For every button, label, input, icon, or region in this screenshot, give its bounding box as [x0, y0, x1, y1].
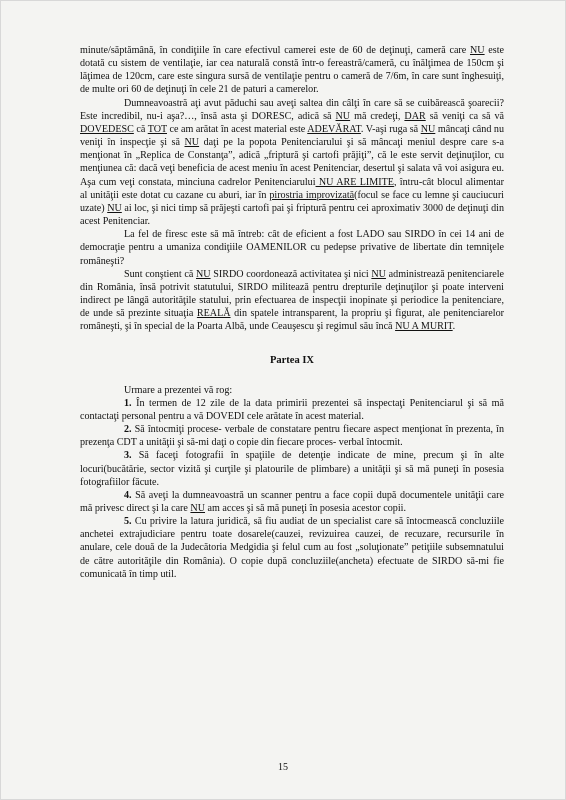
underlined-text: NU A MURIT — [395, 321, 453, 333]
underlined-text: DOVEDESC — [80, 123, 134, 135]
underlined-text: TOT — [147, 123, 167, 135]
text-run: În termen de 12 zile de la data primirii prezentei să inspectaţi Penitenciarul şi să mă contactaţi personal pentru a vă DOVEDI cele arătate în acest material. — [80, 397, 504, 422]
text-run: ai loc, şi nici timp să prăjeşti cartofi pai şi friptură pentru cei aproximativ 3000 de deţinuţi din acest Penitenciar. — [80, 202, 504, 228]
text-run: Să întocmiţi procese- verbale de constatare pentru fiecare aspect menţionat în prezenta, în prezenţa CDT a unităţii şi să-mi daţi o copie din fiecare proces- verbal întocmit. — [80, 424, 504, 449]
text-run: să veniţi ca să vă — [425, 110, 504, 122]
underlined-text: NU ARE LIMITE — [315, 176, 394, 188]
underlined-text: NU — [335, 110, 351, 122]
section-heading: Partea IX — [269, 355, 315, 367]
underlined-text: NU — [184, 137, 200, 149]
text-run: ce am arătat în acest material este — [166, 123, 308, 135]
text-run: Sunt conştient că — [124, 268, 196, 280]
underlined-text: NU — [470, 45, 485, 56]
underlined-text: pirostria improvizată — [269, 189, 355, 201]
text-run: administrează penitenciarele din România, însă potrivit statutului, SIRDO militează pentru drepturile deţinuţilor şi poate interveni indirect pe lângă autorităţile statului, prin efectuarea de inspecţii inopinate şi periodice la penitenciare, de unde să prezinte situaţia — [80, 268, 505, 320]
underlined-text: DAR — [404, 110, 426, 122]
item-number: 3. — [124, 450, 132, 462]
text-run: Dumneavoastră aţi avut păduchi sau aveţi saltea din câlţi în care să se cuibărească şoarecii? Este incredibil, nu-i aşa?…, însă asta şi DORESC, adică să — [80, 97, 504, 122]
text-run: mâncaţi când nu veniţi în inspecţie şi să — [80, 123, 505, 149]
paragraph-2 — [80, 97, 504, 229]
text-run: , întru-cât blocul alimentar al unităţii este dotat cu cazane cu aburi, iar în — [80, 176, 504, 201]
document-body — [80, 44, 504, 581]
text-run: că — [133, 123, 148, 135]
item-number: 5. — [124, 516, 132, 528]
underlined-text: NU — [420, 123, 436, 135]
text-run: Să aveţi la dumneavoastră un scanner pentru a face copii după documentele unităţii care mă privesc direct şi la care — [80, 489, 504, 514]
item-number: 1. — [124, 397, 132, 409]
text-run: am acces şi să mă puneţi în posesia acestor copii. — [205, 503, 406, 514]
list-item — [80, 489, 504, 515]
list-item — [80, 515, 504, 581]
paragraph-1 — [80, 44, 504, 97]
text-run: Cu privire la latura juridică, să fiu audiat de un specialist care să întocmească concluziile anchetei extrajudiciare pentru toate dosarele(cauzei, revizuirea cauzei, de recuzare, recursurile în anulare, cele două de la Judecătoria Medgidia şi felul cum au fost „soluţionate” petiţiile subsemnatului de către autorităţile din România). O copie după concluziile(ancheta) efectuate de SIRDO să-mi fie comunicată în timp util. — [80, 516, 504, 580]
text-run: din spatele intransparent, la propriu şi figurat, ale penitenciarelor româneşti, şi în special de la Poarta Albă, unde Ceauşescu şi regimul său încă — [80, 308, 504, 333]
text-run: este dotată cu sistem de ventilaţie, iar cea naturală constă într-o fereastră/cameră, cu înălţimea de 150cm şi lăţimea de 120cm, care este singura sursă de ventilaţie pentru o cameră de 7/6m, în care sunt înghesuiţi, de multe ori 60 de deţinuţi în cele 21 de paturi a camerelor. — [80, 45, 505, 96]
underlined-text: ADEVĂRAT — [307, 123, 361, 135]
text-run: . — [452, 321, 456, 333]
underlined-text: NU — [196, 268, 211, 280]
page-number: 15 — [278, 762, 288, 773]
text-run: mă credeţi, — [350, 110, 405, 122]
list-item — [80, 397, 504, 423]
underlined-text: NU — [107, 202, 122, 214]
paragraph-3 — [80, 228, 504, 267]
text-run: . V-aşi ruga să — [360, 123, 421, 135]
list-intro: Urmare a prezentei vă rog: — [124, 384, 233, 396]
text-run: Să faceţi fotografii în spaţiile de detenţie indicate de mine, precum şi în alte locuri(bucătărie, sector vizită şi curţile şi platourile de plimbare) a unităţii şi să mă puneţi în posesia fotografiilor făcute. — [80, 450, 504, 488]
underlined-text: NU — [190, 503, 206, 514]
text-run: SIRDO coordonează activitatea şi nici — [210, 268, 372, 280]
text-run: minute/săptămână, în condiţiile în care efectivul camerei este de 60 de deţinuţi, cameră care — [80, 45, 470, 56]
underlined-text: NU — [371, 268, 386, 280]
request-list — [80, 397, 504, 581]
text-run: (focul se face cu lemne şi cauciucuri uzate) — [80, 189, 504, 214]
list-item — [80, 423, 504, 449]
paragraph-4 — [80, 268, 504, 334]
list-item — [80, 449, 504, 488]
item-number: 2. — [124, 424, 132, 436]
text-run: daţi pe la popota Penitenciarului şi să mâncaţi meniul despre care s-a menţionat în „Replica de Constanţa”, adică „friptură şi cartofi prăjiţi”, că le este servit deţinuţilor, cu menţiunea că: dacă veţi beneficia de acest meniu în acest Penitenciar, desertul şi salata vă voi asigura eu. Aşa cum veţi constata, minciuna cadrelor Penitenciarului — [80, 137, 504, 188]
item-number: 4. — [124, 489, 132, 501]
text-run: La fel de firesc este să mă întreb: cât de eficient a fost LADO sau SIRDO în cei 14 ani de democraţie pentru a umaniza condiţiile OAMENILOR cu pedepse privative de libertate din temniţele româneşti? — [80, 229, 504, 267]
underlined-text: REALĂ — [196, 308, 231, 320]
